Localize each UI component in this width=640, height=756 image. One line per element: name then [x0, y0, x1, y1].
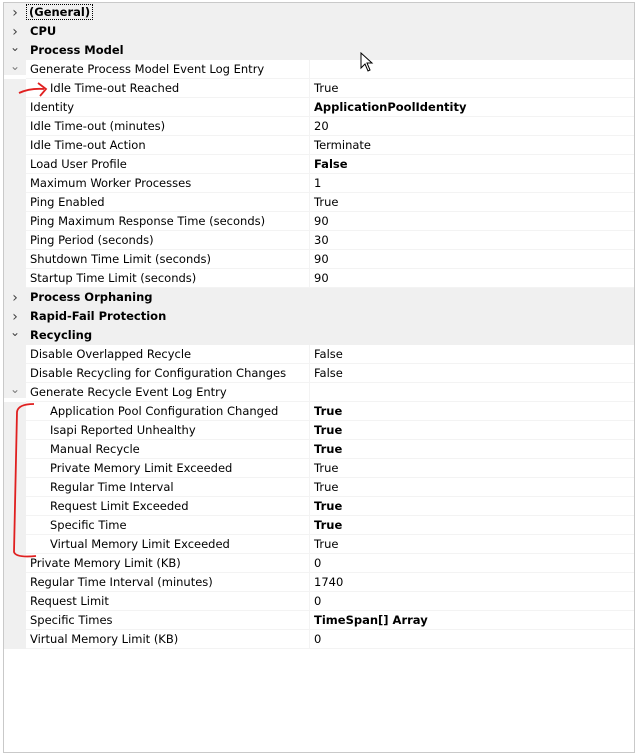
property-row-disable-overlapped-recycle[interactable] — [4, 345, 634, 364]
row-gutter — [4, 630, 26, 649]
property-name: Request Limit — [26, 592, 310, 611]
property-name: Rapid-Fail Protection — [30, 309, 167, 323]
row-gutter — [4, 155, 26, 174]
row-gutter — [4, 193, 26, 212]
property-name: Idle Time-out (minutes) — [26, 117, 310, 136]
property-row-ping-maximum-response-time-seconds[interactable] — [4, 212, 634, 231]
row-gutter — [4, 478, 26, 497]
property-row-ping-enabled[interactable] — [4, 193, 634, 212]
property-name: Private Memory Limit (KB) — [26, 554, 310, 573]
property-value[interactable]: False — [310, 345, 634, 364]
category-row-process-orphaning[interactable] — [4, 288, 634, 307]
property-value[interactable]: ApplicationPoolIdentity — [310, 98, 634, 117]
row-gutter — [4, 117, 26, 136]
property-value[interactable]: False — [310, 155, 634, 174]
row-gutter — [4, 79, 26, 98]
row-gutter — [4, 573, 26, 592]
property-name: Idle Time-out Action — [26, 136, 310, 155]
property-name: Idle Time-out Reached — [26, 79, 310, 98]
property-value[interactable]: True — [310, 535, 634, 554]
property-value — [310, 383, 634, 402]
chevron-down-icon[interactable]: ⌄ — [4, 56, 26, 75]
property-row-shutdown-time-limit-seconds[interactable] — [4, 250, 634, 269]
row-gutter — [4, 212, 26, 231]
property-value[interactable]: False — [310, 364, 634, 383]
property-value[interactable]: True — [310, 79, 634, 98]
property-name: Disable Recycling for Configuration Changes — [26, 364, 310, 383]
property-row-generate-process-model-event-log-entry[interactable] — [4, 60, 634, 79]
chevron-down-icon[interactable]: ⌄ — [9, 324, 21, 339]
property-value[interactable]: 1 — [310, 174, 634, 193]
property-row-disable-recycling-for-configuration-changes[interactable] — [4, 364, 634, 383]
row-gutter — [4, 231, 26, 250]
property-row-private-memory-limit-kb[interactable] — [4, 554, 634, 573]
property-value[interactable]: True — [310, 421, 634, 440]
property-name: Private Memory Limit Exceeded — [26, 459, 310, 478]
property-row-request-limit-exceeded[interactable] — [4, 497, 634, 516]
property-value[interactable]: True — [310, 193, 634, 212]
row-gutter — [4, 611, 26, 630]
row-gutter — [4, 440, 26, 459]
property-row-private-memory-limit-exceeded[interactable] — [4, 459, 634, 478]
property-grid — [4, 3, 634, 649]
property-name: Isapi Reported Unhealthy — [26, 421, 310, 440]
row-gutter — [4, 250, 26, 269]
property-name: Ping Enabled — [26, 193, 310, 212]
category-row-recycling[interactable] — [4, 326, 634, 345]
property-value[interactable]: 20 — [310, 117, 634, 136]
row-gutter — [4, 345, 26, 364]
row-gutter — [4, 136, 26, 155]
property-name: Ping Maximum Response Time (seconds) — [26, 212, 310, 231]
property-grid-panel — [3, 2, 635, 753]
category-row-general[interactable] — [4, 3, 634, 22]
property-name: Shutdown Time Limit (seconds) — [26, 250, 310, 269]
row-gutter — [4, 421, 26, 440]
selected-category-label: (General) — [29, 5, 91, 19]
property-row-idle-time-out-reached[interactable] — [4, 79, 634, 98]
chevron-right-icon[interactable]: › — [12, 308, 18, 325]
property-row-ping-period-seconds[interactable] — [4, 231, 634, 250]
property-name: Virtual Memory Limit Exceeded — [26, 535, 310, 554]
property-name — [26, 3, 626, 22]
property-name: Regular Time Interval — [26, 478, 310, 497]
property-name: Process Orphaning — [30, 290, 153, 304]
row-gutter — [4, 269, 26, 288]
property-name: Disable Overlapped Recycle — [26, 345, 310, 364]
property-row-application-pool-configuration-changed[interactable] — [4, 402, 634, 421]
property-name: Generate Recycle Event Log Entry — [26, 383, 310, 402]
property-name: Startup Time Limit (seconds) — [26, 269, 310, 288]
row-gutter — [4, 554, 26, 573]
property-value[interactable]: 0 — [310, 554, 634, 573]
row-gutter — [4, 516, 26, 535]
property-value[interactable]: True — [310, 459, 634, 478]
property-row-manual-recycle[interactable] — [4, 440, 634, 459]
property-value — [310, 60, 634, 79]
property-name: Load User Profile — [26, 155, 310, 174]
property-value[interactable]: 1740 — [310, 573, 634, 592]
property-value[interactable]: 90 — [310, 212, 634, 231]
property-value[interactable]: 30 — [310, 231, 634, 250]
chevron-down-icon[interactable]: ⌄ — [4, 379, 26, 398]
property-name: CPU — [30, 24, 57, 38]
property-row-specific-times[interactable] — [4, 611, 634, 630]
property-value[interactable]: TimeSpan[] Array — [310, 611, 634, 630]
property-value[interactable]: 90 — [310, 269, 634, 288]
category-row-cpu[interactable] — [4, 22, 634, 41]
chevron-right-icon[interactable]: › — [12, 23, 18, 40]
property-name: Recycling — [30, 328, 93, 342]
property-row-generate-recycle-event-log-entry[interactable] — [4, 383, 634, 402]
property-row-request-limit[interactable] — [4, 592, 634, 611]
property-name: Ping Period (seconds) — [26, 231, 310, 250]
property-row-virtual-memory-limit-exceeded[interactable] — [4, 535, 634, 554]
property-row-isapi-reported-unhealthy[interactable] — [4, 421, 634, 440]
property-row-load-user-profile[interactable] — [4, 155, 634, 174]
chevron-right-icon[interactable]: › — [12, 4, 18, 21]
row-gutter — [4, 497, 26, 516]
property-name: Maximum Worker Processes — [26, 174, 310, 193]
property-row-regular-time-interval[interactable] — [4, 478, 634, 497]
property-name: Process Model — [30, 43, 124, 57]
category-row-rapid-fail-protection[interactable] — [4, 307, 634, 326]
property-name: Regular Time Interval (minutes) — [26, 573, 310, 592]
property-value[interactable]: 90 — [310, 250, 634, 269]
property-row-specific-time[interactable] — [4, 516, 634, 535]
property-name: Specific Times — [26, 611, 310, 630]
property-name: Generate Process Model Event Log Entry — [26, 60, 310, 79]
property-row-identity[interactable] — [4, 98, 634, 117]
mouse-pointer-icon — [360, 52, 376, 74]
property-value[interactable]: True — [310, 497, 634, 516]
property-value[interactable]: True — [310, 516, 634, 535]
property-name: Virtual Memory Limit (KB) — [26, 630, 310, 649]
chevron-right-icon[interactable]: › — [12, 289, 18, 306]
row-gutter — [4, 535, 26, 554]
property-value[interactable]: 0 — [310, 630, 634, 649]
row-gutter — [4, 98, 26, 117]
property-value[interactable]: True — [310, 440, 634, 459]
row-gutter — [4, 459, 26, 478]
row-gutter — [4, 174, 26, 193]
property-row-idle-time-out-minutes[interactable] — [4, 117, 634, 136]
property-value[interactable]: True — [310, 478, 634, 497]
row-gutter — [4, 402, 26, 421]
property-name: Application Pool Configuration Changed — [26, 402, 310, 421]
property-value[interactable]: 0 — [310, 592, 634, 611]
property-name: Request Limit Exceeded — [26, 497, 310, 516]
property-name: Identity — [26, 98, 310, 117]
category-row-process-model[interactable] — [4, 41, 634, 60]
property-name: Manual Recycle — [26, 440, 310, 459]
property-value[interactable]: Terminate — [310, 136, 634, 155]
property-value[interactable]: True — [310, 402, 634, 421]
property-row-startup-time-limit-seconds[interactable] — [4, 269, 634, 288]
property-name: Specific Time — [26, 516, 310, 535]
row-gutter — [4, 592, 26, 611]
property-row-idle-time-out-action[interactable] — [4, 136, 634, 155]
chevron-down-icon[interactable]: ⌄ — [9, 39, 21, 54]
property-row-virtual-memory-limit-kb[interactable] — [4, 630, 634, 649]
property-row-regular-time-interval-minutes[interactable] — [4, 573, 634, 592]
property-row-maximum-worker-processes[interactable] — [4, 174, 634, 193]
